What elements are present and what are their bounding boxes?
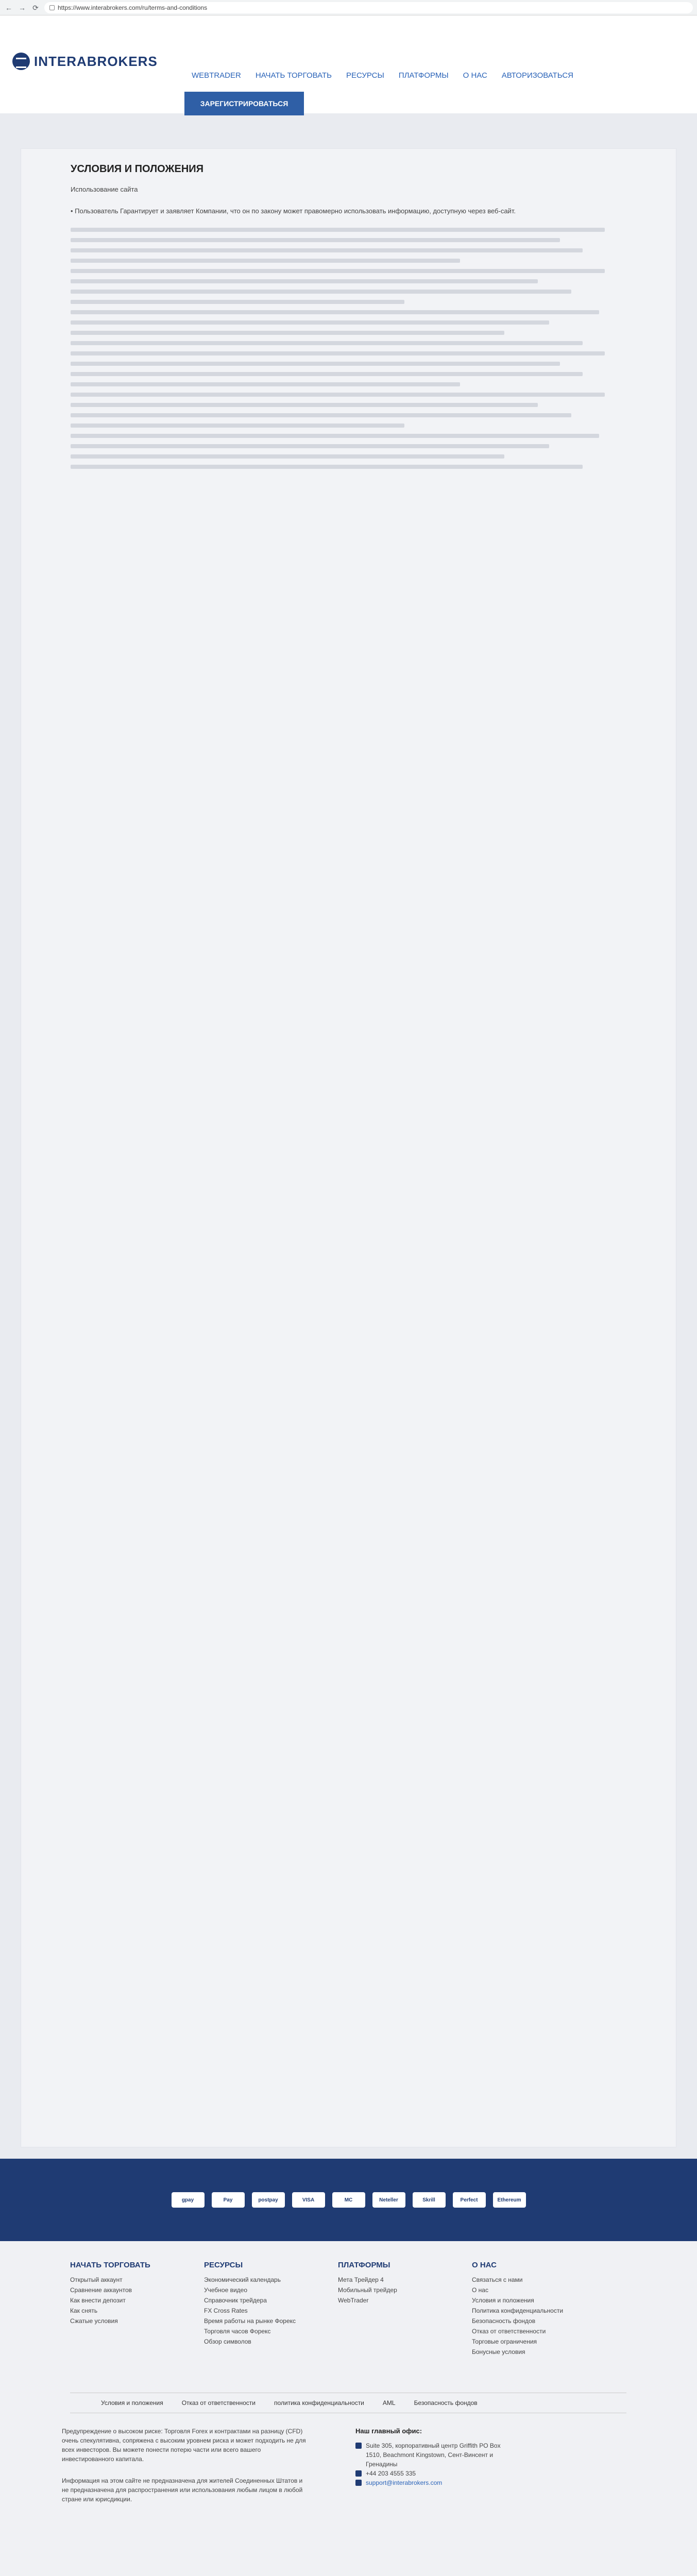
office-title: Наш главный офис: [355, 2427, 422, 2435]
office-info [355, 2427, 510, 2487]
gpay-icon: gpay [172, 2192, 205, 2208]
footer-columns [70, 2261, 575, 2357]
footer-link[interactable]: Безопасность фондов [472, 2317, 536, 2325]
footer-link[interactable]: Связаться с нами [472, 2276, 523, 2283]
footer-col-about [472, 2261, 575, 2357]
footer-link[interactable]: Открытый аккаунт [70, 2276, 123, 2283]
footer-col-title: РЕСУРСЫ [204, 2261, 243, 2269]
region-notice-text: Информация на этом сайте не предназначена для жителей Соединенных Штатов и не предназначена для распространения или использования любым лицом в любой стране или юрисдикции. [62, 2477, 303, 2503]
risk-warning [62, 2427, 309, 2504]
neteller-icon: Neteller [372, 2192, 405, 2208]
nav-about[interactable]: О НАС [463, 71, 487, 80]
legal-link-disclaimer[interactable]: Отказ от ответственности [181, 2399, 256, 2406]
footer-link[interactable]: Торговые ограничения [472, 2338, 537, 2345]
nav-webtrader[interactable]: WEBTRADER [192, 71, 241, 80]
site-logo[interactable] [12, 53, 158, 70]
footer-link[interactable]: Сжатые условия [70, 2317, 118, 2325]
footer-link[interactable]: О нас [472, 2286, 488, 2294]
footer-col-start-trading [70, 2261, 173, 2357]
footer-col-title: ПЛАТФОРМЫ [338, 2261, 390, 2269]
section-heading: Использование сайта [71, 185, 138, 193]
footer-col-resources [204, 2261, 307, 2357]
footer-link[interactable]: Обзор символов [204, 2338, 251, 2345]
office-address-row [355, 2441, 510, 2469]
postpay-icon: postpay [252, 2192, 285, 2208]
url-text[interactable]: https://www.interabrokers.com/ru/terms-and-conditions [58, 4, 208, 11]
terms-body-text [71, 228, 627, 2031]
footer-col-title: НАЧАТЬ ТОРГОВАТЬ [70, 2261, 150, 2269]
site-header [0, 15, 697, 113]
ethereum-icon: Ethereum [493, 2192, 526, 2208]
visa-icon: VISA [292, 2192, 325, 2208]
nav-resources[interactable]: РЕСУРСЫ [346, 71, 384, 80]
office-phone-row [355, 2469, 510, 2478]
office-email-row [355, 2478, 510, 2487]
top-navigation [192, 71, 573, 80]
logo-icon [12, 53, 30, 70]
mastercard-icon: MC [332, 2192, 365, 2208]
footer-link[interactable]: Бонусные условия [472, 2348, 525, 2355]
risk-warning-text: Предупреждение о высоком риске: Торговля Forex и контрактами на разницу (CFD) очень спекулятивна, сопряжена с высоким уровнем риска и может подходить не для всех инвесторов. Вы можете понести потерю части или всего вашего инвестированного капитала. [62, 2428, 306, 2463]
skrill-icon: Skrill [413, 2192, 446, 2208]
footer-link[interactable]: Торговля часов Форекс [204, 2328, 271, 2335]
nav-platforms[interactable]: ПЛАТФОРМЫ [398, 71, 449, 80]
footer-link[interactable]: Учебное видео [204, 2286, 248, 2294]
email-icon [355, 2480, 362, 2486]
office-email[interactable]: support@interabrokers.com [366, 2479, 443, 2486]
legal-link-privacy[interactable]: политика конфиденциальности [274, 2399, 364, 2406]
footer-col-title: О НАС [472, 2261, 497, 2269]
nav-login[interactable]: АВТОРИЗОВАТЬСЯ [501, 71, 573, 80]
footer-link[interactable]: Время работы на рынке Форекс [204, 2317, 296, 2325]
back-icon[interactable]: ← [5, 3, 12, 12]
apple-pay-icon: Pay [212, 2192, 245, 2208]
office-address: Suite 305, корпоративный центр Griffith PO Box 1510, Beachmont Kingstown, Сент-Винсент и Гренадины [366, 2442, 501, 2468]
browser-chrome [0, 0, 697, 15]
office-phone[interactable]: +44 203 4555 335 [366, 2470, 416, 2477]
footer-link[interactable]: Мета Трейдер 4 [338, 2276, 384, 2283]
footer-link[interactable]: Политика конфиденциальности [472, 2307, 564, 2314]
forward-icon[interactable]: → [19, 3, 26, 12]
footer-link[interactable]: Как снять [70, 2307, 98, 2314]
footer-link[interactable]: WebTrader [338, 2297, 369, 2304]
register-button[interactable]: ЗАРЕГИСТРИРОВАТЬСЯ [184, 92, 304, 115]
location-icon [355, 2443, 362, 2449]
perfect-money-icon: Perfect [453, 2192, 486, 2208]
footer-link[interactable]: Экономический календарь [204, 2276, 281, 2283]
lock-icon [49, 5, 55, 10]
footer-link[interactable]: FX Cross Rates [204, 2307, 248, 2314]
address-bar[interactable] [44, 2, 693, 13]
footer-link[interactable]: Отказ от ответственности [472, 2328, 546, 2335]
nav-start-trading[interactable]: НАЧАТЬ ТОРГОВАТЬ [255, 71, 332, 80]
footer-link[interactable]: Сравнение аккаунтов [70, 2286, 132, 2294]
footer-link[interactable]: Мобильный трейдер [338, 2286, 397, 2294]
site-footer [0, 2159, 697, 2576]
footer-link[interactable]: Справочник трейдера [204, 2297, 267, 2304]
footer-link[interactable]: Как внести депозит [70, 2297, 126, 2304]
footer-link[interactable]: Условия и положения [472, 2297, 534, 2304]
legal-link-terms[interactable]: Условия и положения [101, 2399, 163, 2406]
legal-link-funds-safety[interactable]: Безопасность фондов [414, 2399, 478, 2406]
phone-icon [355, 2470, 362, 2477]
footer-col-platforms [338, 2261, 441, 2357]
page-title: УСЛОВИЯ И ПОЛОЖЕНИЯ [71, 163, 204, 175]
legal-link-aml[interactable]: AML [382, 2399, 396, 2406]
reload-icon[interactable]: ⟳ [32, 3, 39, 12]
terms-paragraph: • Пользователь Гарантирует и заявляет Компании, что он по закону может правомерно использовать информацию, доступную через веб-сайт. [71, 207, 516, 215]
legal-links-bar [70, 2393, 626, 2413]
logo-text: INTERABROKERS [34, 53, 158, 69]
payment-methods [0, 2159, 697, 2241]
terms-content [21, 148, 676, 2147]
